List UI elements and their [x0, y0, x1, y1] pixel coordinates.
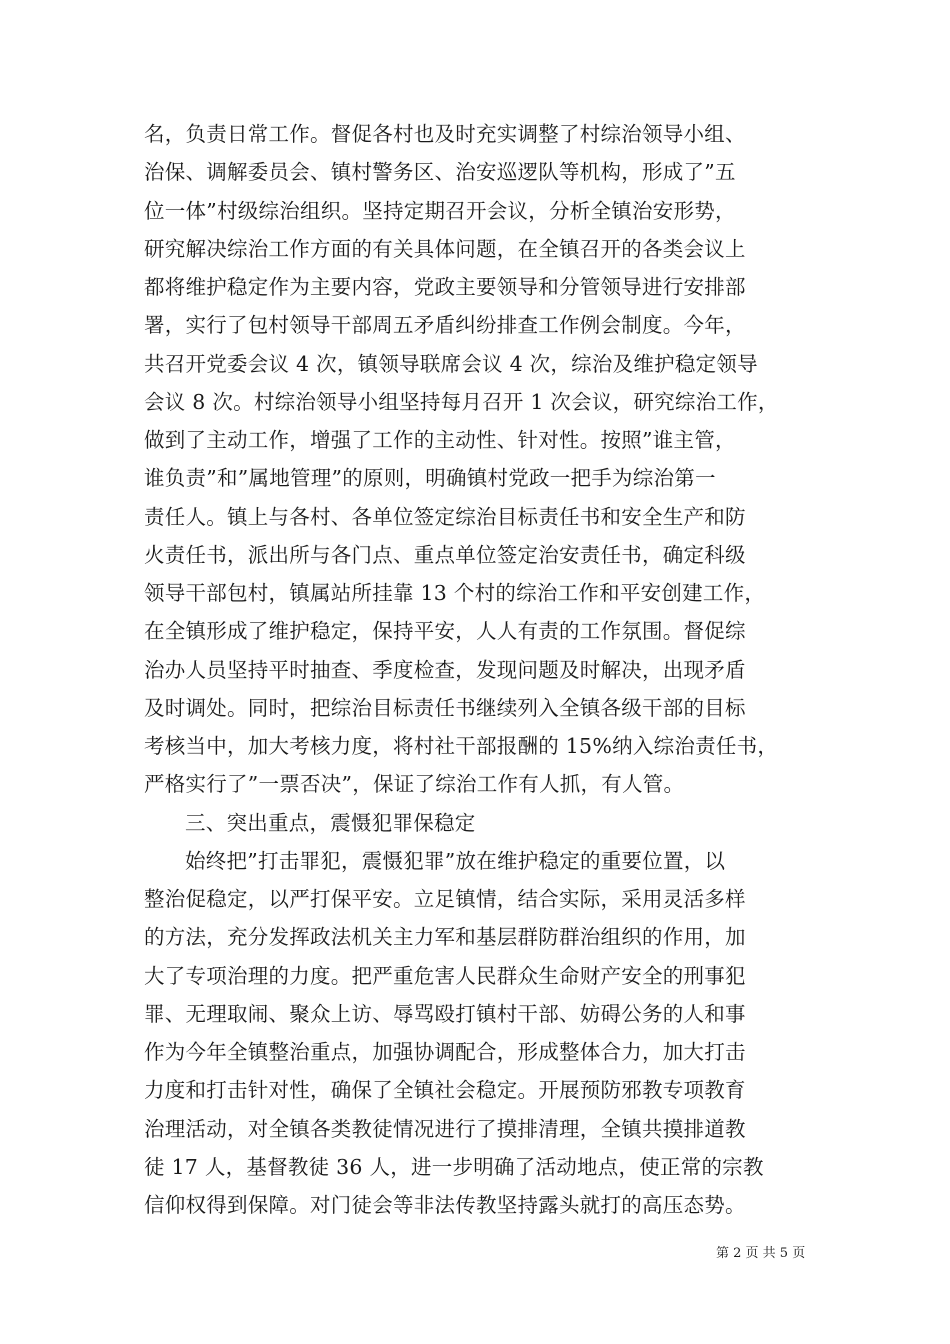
body-line: 署，实行了包村领导干部周五矛盾纠纷排查工作例会制度。今年，: [144, 313, 746, 338]
paragraph-line: 罪、无理取闹、聚众上访、辱骂殴打镇村干部、妨碍公务的人和事: [144, 1001, 746, 1026]
paragraph-line: 治理活动，对全镇各类教徒情况进行了摸排清理，全镇共摸排道教: [144, 1116, 746, 1141]
paragraph-line: 大了专项治理的力度。把严重危害人民群众生命财产安全的刑事犯: [144, 963, 746, 988]
body-line: 会议 8 次。村综治领导小组坚持每月召开 1 次会议，研究综治工作，: [144, 389, 779, 414]
paragraph-line: 徒 17 人，基督教徒 36 人，进一步明确了活动地点，使正常的宗教: [144, 1154, 764, 1179]
paragraph-line: 整治促稳定，以严打保平安。立足镇情，结合实际，采用灵活多样: [144, 887, 746, 911]
body-line: 共召开党委会议 4 次，镇领导联席会议 4 次，综治及维护稳定领导: [144, 351, 758, 376]
body-line: 谁负责”和”属地管理”的原则，明确镇村党政一把手为综治第一: [144, 466, 716, 491]
page-number: 第 2 页 共 5 页: [716, 1246, 806, 1261]
body-line: 在全镇形成了维护稳定，保持平安，人人有责的工作氛围。督促综: [144, 619, 746, 644]
body-line: 位一体”村级综治组织。坚持定期召开会议，分析全镇治安形势，: [144, 198, 736, 223]
body-line: 领导干部包村，镇属站所挂靠 13 个村的综治工作和平安创建工作，: [144, 581, 766, 605]
body-line: 治办人员坚持平时抽查、季度检查，发现问题及时解决，出现矛盾: [144, 657, 746, 682]
body-line: 责任人。镇上与各村、各单位签定综治目标责任书和安全生产和防: [144, 504, 746, 529]
paragraph-line: 力度和打击针对性，确保了全镇社会稳定。开展预防邪教专项教育: [144, 1078, 746, 1103]
body-line: 名，负责日常工作。督促各村也及时充实调整了村综治领导小组、: [144, 122, 746, 146]
paragraph-line: 信仰权得到保障。对门徒会等非法传教坚持露头就打的高压态势。: [144, 1193, 746, 1217]
body-line: 及时调处。同时，把综治目标责任书继续列入全镇各级干部的目标: [144, 695, 746, 720]
body-line: 严格实行了”一票否决”，保证了综治工作有人抓，有人管。: [144, 772, 685, 797]
body-line: 火责任书，派出所与各门点、重点单位签定治安责任书，确定科级: [144, 542, 746, 567]
section-heading: 三、突出重点，震慑犯罪保稳定: [185, 810, 476, 835]
body-line: 做到了主动工作，增强了工作的主动性、针对性。按照”谁主管，: [144, 428, 736, 452]
paragraph-line: 作为今年全镇整治重点，加强协调配合，形成整体合力，加大打击: [144, 1040, 746, 1064]
body-line: 都将维护稳定作为主要内容，党政主要领导和分管领导进行安排部: [144, 275, 746, 299]
paragraph-first-line: 始终把”打击罪犯，震慑犯罪”放在维护稳定的重要位置，以: [185, 848, 726, 873]
body-line: 治保、调解委员会、镇村警务区、治安巡逻队等机构，形成了”五: [144, 160, 736, 185]
body-line: 考核当中，加大考核力度，将村社干部报酬的 15%纳入综治责任书，: [144, 734, 779, 758]
paragraph-line: 的方法，充分发挥政法机关主力军和基层群防群治组织的作用，加: [144, 925, 746, 950]
body-line: 研究解决综治工作方面的有关具体问题，在全镇召开的各类会议上: [144, 236, 746, 261]
document-body: [144, 115, 818, 1224]
